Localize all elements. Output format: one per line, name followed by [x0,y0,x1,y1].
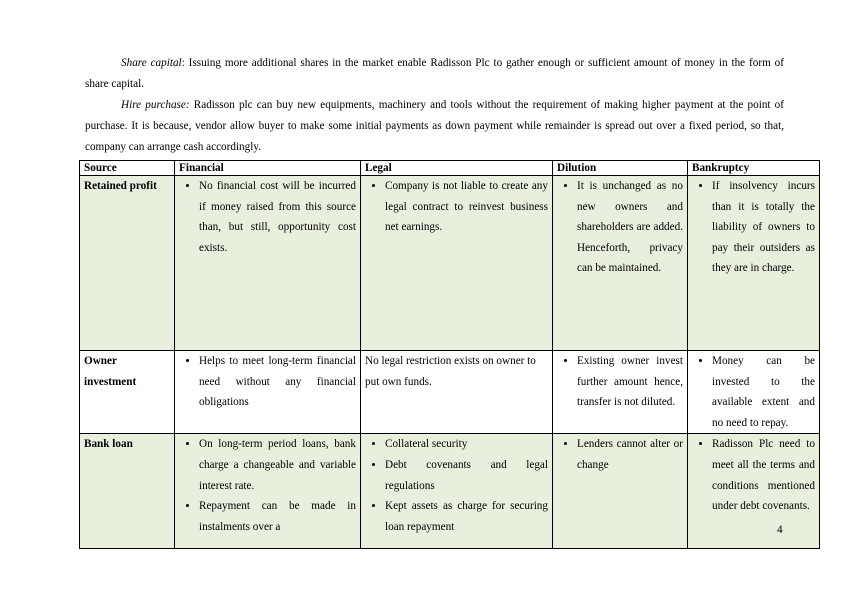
header-bankruptcy: Bankruptcy [688,161,820,176]
header-financial: Financial [175,161,361,176]
header-legal: Legal [361,161,553,176]
table-row-bank-loan [80,434,820,549]
finance-sources-table [79,160,820,549]
list-item: • No financial cost will be incurred if money raised from this source than, but still, opportunity cost exists. [199,176,356,258]
row-source: Owner investment [80,351,175,434]
hire-purchase-term: Hire purchase: [121,99,190,111]
list-item: • Kept assets as charge for securing loan repayment [385,496,548,537]
cell-financial [175,434,361,549]
list-item: • Company is not liable to create any legal contract to reinvest business net earnings. [385,176,548,238]
cell-financial [175,176,361,351]
hire-purchase-paragraph [85,95,784,158]
share-capital-paragraph [85,53,784,95]
cell-dilution [553,351,688,434]
page-number: 4 [777,524,783,536]
cell-legal: No legal restriction exists on owner to put own funds. [361,351,553,434]
cell-dilution [553,434,688,549]
share-capital-text: : Issuing more additional shares in the market enable Radisson Plc to gather enough or sufficient amount of money in the form of share capital. [85,57,784,90]
header-source: Source [80,161,175,176]
list-item: • Lenders cannot alter or change [577,434,683,475]
list-item: • Repayment can be made in instalments over a [199,496,356,537]
list-item: • Money can be invested to the available extent and no need to repay. [712,351,815,433]
list-item: • Collateral security [385,434,548,455]
list-item: • Helps to meet long-term financial need without any financial obligations [199,351,356,413]
cell-dilution [553,176,688,351]
list-item: • Radisson Plc need to meet all the terms and conditions mentioned under debt covenants. [712,434,815,516]
table-header-row [80,161,820,176]
table-row-retained-profit [80,176,820,351]
cell-legal [361,434,553,549]
header-dilution: Dilution [553,161,688,176]
cell-legal [361,176,553,351]
list-item: • On long-term period loans, bank charge a changeable and variable interest rate. [199,434,356,496]
list-item: • It is unchanged as no new owners and shareholders are added. Henceforth, privacy can be maintained. [577,176,683,279]
list-item: • If insolvency incurs than it is totally the liability of owners to pay their outsiders as they are in charge. [712,176,815,279]
hire-purchase-text: Radisson plc can buy new equipments, machinery and tools without the requirement of making higher payment at the point of purchase. It is because, vendor allow buyer to make some initial payments as down payment while remainder is spread out over a fixed period, so that, company can arrange cash accordingly. [85,99,785,153]
share-capital-term: Share capital [121,57,182,69]
list-item: • Debt covenants and legal regulations [385,455,548,496]
cell-bankruptcy [688,434,820,549]
table-row-owner-investment [80,351,820,434]
list-item: • Existing owner invest further amount hence, transfer is not diluted. [577,351,683,413]
row-source: Retained profit [80,176,175,351]
row-source: Bank loan [80,434,175,549]
cell-bankruptcy [688,176,820,351]
cell-financial [175,351,361,434]
cell-bankruptcy [688,351,820,434]
